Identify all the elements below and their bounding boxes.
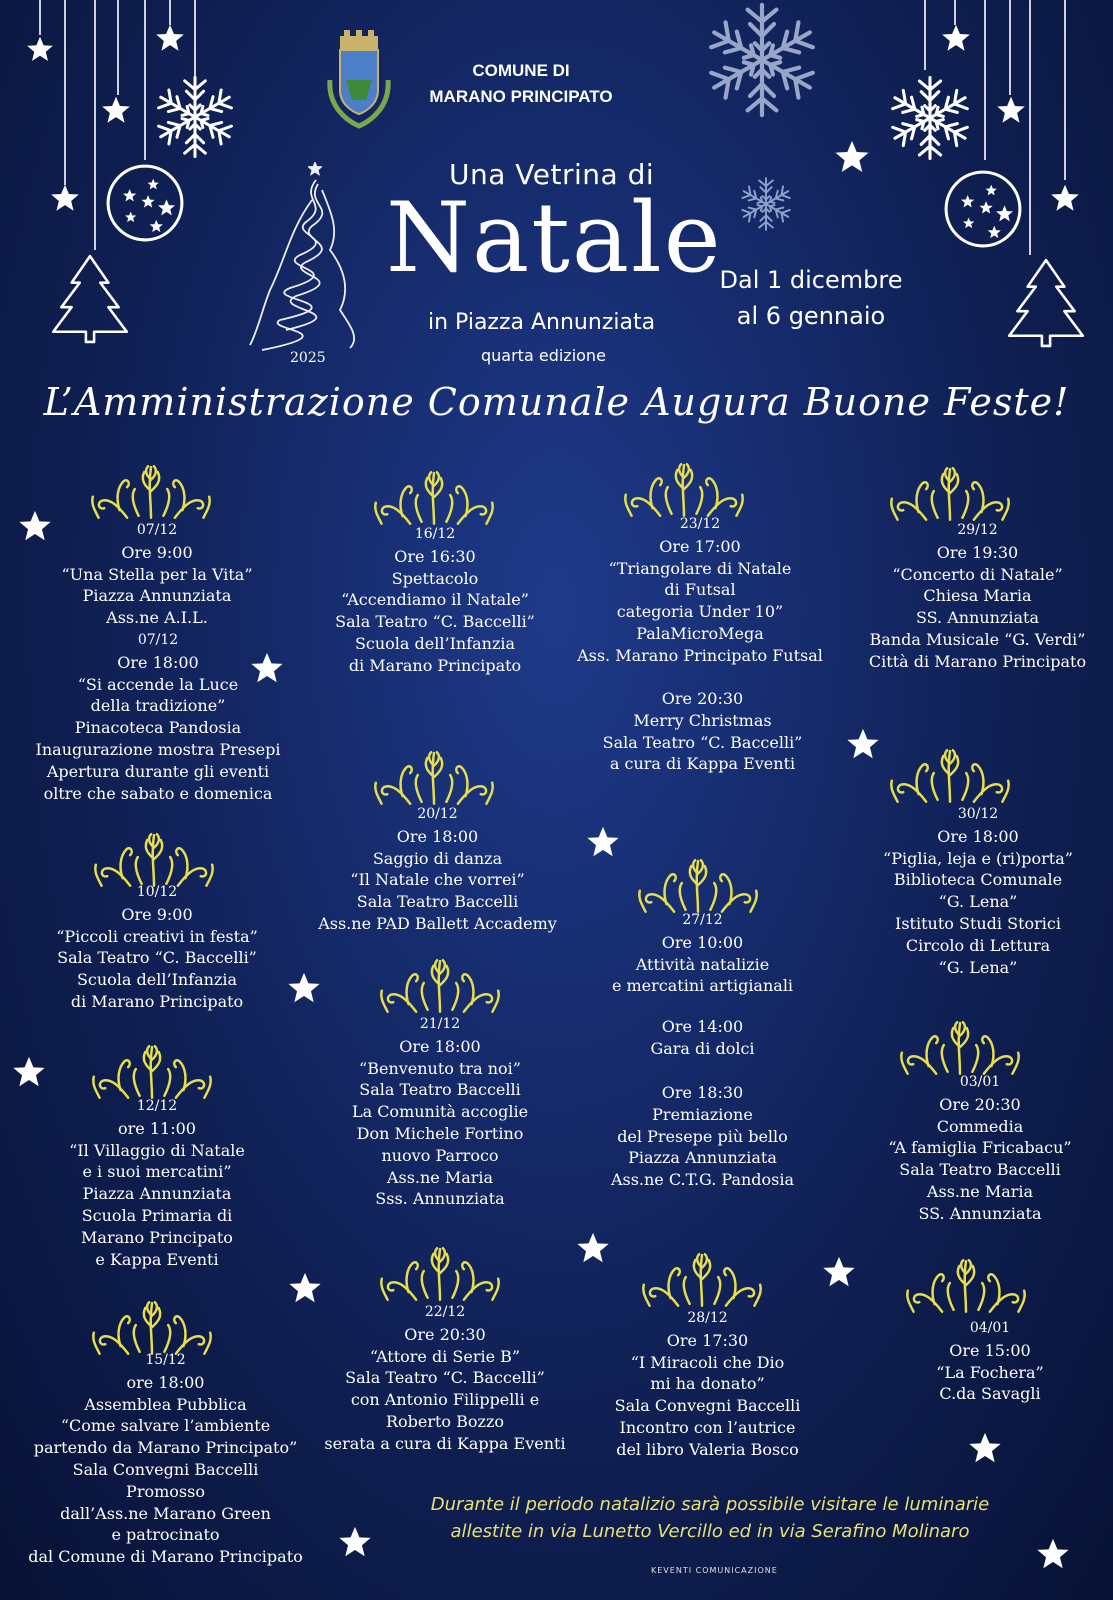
event-line: Marano Principato: [81, 1227, 233, 1247]
year-label: 2025: [290, 350, 326, 366]
footer-line-2: allestite in via Lunetto Vercillo ed in via Serafino Molinaro: [450, 1521, 970, 1542]
event-line: mi ha donato”: [650, 1374, 765, 1394]
event-line: Incontro con l’autrice: [619, 1417, 796, 1437]
event-line: Sala Teatro Baccelli: [356, 892, 519, 912]
event-line: Assemblea Pubblica: [84, 1394, 247, 1414]
event-line: partendo da Marano Principato”: [33, 1438, 298, 1458]
event-line: Roberto Bozzo: [385, 1411, 505, 1431]
footer-line-1: Durante il periodo natalizio sarà possibile visitare le luminarie: [430, 1494, 990, 1515]
date-range: [716, 262, 906, 334]
event-line: Inaugurazione mostra Presepi: [35, 739, 281, 759]
event-line: Ore 18:00: [396, 826, 479, 846]
event-line: Commedia: [936, 1116, 1024, 1136]
event-2312-evening: [570, 688, 835, 775]
event-date: 20/12: [417, 806, 458, 822]
event-1612: [310, 524, 560, 677]
event-line: Gara di dolci: [650, 1038, 755, 1058]
event-line: nuovo Parroco: [381, 1145, 499, 1165]
event-line: Don Michele Fortino: [356, 1123, 524, 1143]
date-range-end: al 6 gennaio: [736, 302, 886, 330]
event-line: di Marano Principato: [348, 655, 522, 675]
event-line: SS. Annunziata: [918, 1203, 1042, 1223]
event-date: 03/01: [959, 1074, 1001, 1090]
event-line: Circolo di Lettura: [905, 935, 1051, 955]
event-line: Ass. Marano Principato Futsal: [577, 645, 823, 665]
event-2912: [845, 520, 1110, 673]
event-line: Ore 18:30: [661, 1083, 744, 1102]
comune-line-1: COMUNE DI: [472, 61, 570, 80]
subtitle: in Piazza Annunziata: [428, 310, 656, 335]
event-line: Ass.ne C.T.G. Pandosia: [610, 1170, 795, 1190]
event-line: Ore 10:00: [661, 932, 744, 952]
event-line: Sala Teatro “C. Baccelli”: [335, 612, 535, 632]
event-2712-evening: [580, 1082, 825, 1191]
event-line: “Attore di Serie B”: [369, 1346, 521, 1366]
event-line: “G. Lena”: [938, 892, 1018, 912]
event-line: Ore 9:00: [121, 542, 193, 562]
event-date: 07/12: [137, 632, 179, 648]
event-2312: [565, 514, 835, 667]
event-line: “La Fochera”: [936, 1362, 1044, 1382]
event-2712: [580, 910, 825, 997]
event-line: Sala Convegni Baccelli: [72, 1459, 259, 1479]
event-line: Premiazione: [652, 1104, 753, 1124]
event-line: Ore 20:30: [661, 689, 744, 708]
event-line: “Il Villaggio di Natale: [69, 1140, 245, 1160]
event-0712-morning: [22, 520, 292, 629]
event-line: “Benvenuto tra noi”: [359, 1058, 521, 1078]
event-date: 28/12: [687, 1310, 728, 1326]
event-2012: [300, 804, 575, 935]
event-line: Banda Musicale “G. Verdi”: [869, 629, 1086, 649]
event-line: Attività natalizie: [635, 954, 770, 974]
event-line: e i suoi mercatini”: [82, 1162, 232, 1182]
event-line: Ore 18:00: [937, 826, 1019, 846]
event-date: 30/12: [957, 806, 999, 822]
event-line: Chiesa Maria: [923, 586, 1032, 606]
event-line: Ore 20:30: [939, 1094, 1021, 1114]
event-line: Ore 14:00: [661, 1017, 744, 1036]
event-line: “Si accende la Luce: [77, 674, 239, 694]
event-date: 10/12: [136, 884, 178, 900]
event-1212: [22, 1096, 292, 1270]
event-line: Sala Teatro “C. Baccelli”: [345, 1368, 545, 1388]
event-line: Merry Christmas: [633, 710, 772, 730]
event-line: La Comunità accoglie: [351, 1102, 529, 1122]
event-0301: [860, 1072, 1100, 1225]
tree-illustration: [250, 162, 354, 350]
event-2712-afternoon: [580, 1016, 825, 1060]
event-line: Ass.ne PAD Ballett Accademy: [318, 913, 557, 933]
event-date: 23/12: [679, 516, 721, 532]
event-line: oltre che sabato e domenica: [43, 783, 273, 803]
event-line: e Kappa Eventi: [95, 1249, 219, 1269]
event-line: “Triangolare di Natale: [608, 558, 792, 578]
event-line: Ore 17:00: [659, 536, 741, 556]
event-line: Istituto Studi Storici: [895, 913, 1061, 933]
event-line: Biblioteca Comunale: [893, 870, 1063, 890]
event-date: 12/12: [136, 1098, 178, 1114]
event-line: Ass.ne A.I.L.: [106, 608, 208, 628]
event-2212: [315, 1302, 575, 1455]
event-line: dal Comune di Marano Principato: [28, 1547, 303, 1567]
event-line: “Una Stella per la Vita”: [61, 564, 253, 584]
event-date: 15/12: [145, 1352, 186, 1368]
event-line: C.da Savagli: [939, 1384, 1041, 1404]
event-line: Ass.ne Maria: [386, 1167, 494, 1187]
event-line: Pinacoteca Pandosia: [74, 718, 242, 738]
event-line: Ore 15:00: [949, 1340, 1031, 1360]
event-line: Spettacolo: [391, 568, 479, 588]
event-line: della tradizione”: [90, 696, 226, 716]
event-date: 29/12: [957, 522, 998, 538]
event-1012: [22, 882, 292, 1013]
event-line: Ore 19:30: [936, 542, 1019, 562]
event-1512: [8, 1350, 323, 1568]
event-date: 07/12: [136, 522, 178, 538]
event-2812: [575, 1308, 840, 1461]
credit: KEVENTI COMUNICAZIONE: [651, 1566, 778, 1575]
event-line: Piazza Annunziata: [82, 1184, 232, 1204]
event-line: Ore 20:30: [404, 1324, 486, 1344]
event-line: Sala Teatro Baccelli: [899, 1160, 1061, 1180]
date-range-start: Dal 1 dicembre: [719, 266, 903, 294]
event-line: “Il Natale che vorrei”: [350, 870, 525, 890]
event-line: Piazza Annunziata: [82, 586, 232, 606]
event-line: a cura di Kappa Eventi: [609, 754, 796, 774]
event-0401: [880, 1318, 1100, 1405]
event-line: di Marano Principato: [70, 991, 244, 1011]
event-line: con Antonio Filippelli e: [350, 1390, 540, 1410]
event-line: SS. Annunziata: [915, 608, 1040, 628]
event-line: ore 18:00: [126, 1372, 205, 1392]
comune-name: [416, 58, 626, 110]
event-line: Ore 9:00: [121, 904, 193, 924]
event-line: “Piglia, leja e (ri)porta”: [883, 848, 1073, 868]
event-line: e patrocinato: [111, 1525, 220, 1545]
event-2112: [315, 1014, 565, 1210]
event-line: Sss. Annunziata: [375, 1189, 505, 1209]
event-line: “Come salvare l’ambiente: [60, 1416, 271, 1436]
event-line: PalaMicroMega: [636, 623, 764, 643]
event-date: 21/12: [419, 1016, 461, 1032]
event-line: Sala Teatro “C. Baccelli”: [57, 948, 257, 968]
footer-note: [380, 1491, 1040, 1545]
event-date: 22/12: [424, 1304, 466, 1320]
event-line: Ass.ne Maria: [926, 1181, 1034, 1201]
event-line: serata a cura di Kappa Eventi: [324, 1433, 566, 1453]
event-line: ore 11:00: [118, 1118, 196, 1138]
event-line: “G. Lena”: [938, 957, 1018, 977]
event-line: Scuola Primaria di: [81, 1205, 233, 1225]
title-top: Una Vetrina di: [449, 158, 655, 191]
event-line: “I Miracoli che Dio: [630, 1352, 785, 1372]
event-line: Apertura durante gli eventi: [46, 761, 270, 781]
event-line: Scuola dell’Infanzia: [354, 633, 516, 653]
event-date: 27/12: [682, 912, 723, 928]
comune-line-2: MARANO PRINCIPATO: [429, 87, 613, 106]
event-date: 16/12: [414, 526, 456, 542]
event-line: “Accendiamo il Natale”: [341, 590, 529, 610]
event-line: “Concerto di Natale”: [892, 564, 1063, 584]
event-line: Sala Teatro “C. Baccelli”: [602, 732, 803, 752]
event-line: del Presepe più bello: [617, 1126, 788, 1146]
event-3012: [858, 804, 1098, 978]
event-line: Saggio di danza: [372, 848, 503, 868]
event-date: 04/01: [969, 1320, 1011, 1336]
event-line: Ore 16:30: [394, 546, 476, 566]
event-line: Ore 17:30: [666, 1330, 749, 1350]
event-line: “Piccoli creativi in festa”: [56, 926, 258, 946]
event-line: Sala Convegni Baccelli: [614, 1396, 801, 1416]
greeting: L’Amministrazione Comunale Augura Buone Feste!: [43, 380, 1070, 424]
title-main: Natale: [386, 182, 723, 294]
event-line: Piazza Annunziata: [628, 1148, 777, 1168]
event-line: di Futsal: [664, 580, 736, 600]
event-line: Scuola dell’Infanzia: [76, 970, 238, 990]
event-line: categoria Under 10”: [616, 602, 784, 622]
event-0712-evening: [8, 630, 308, 804]
event-line: Sala Teatro Baccelli: [359, 1080, 521, 1100]
edition: quarta edizione: [481, 346, 606, 365]
coat-of-arms: [330, 30, 388, 126]
event-line: “A famiglia Fricabacu”: [888, 1138, 1072, 1158]
event-line: dall’Ass.ne Marano Green: [60, 1503, 271, 1523]
event-line: Città di Marano Principato: [868, 651, 1087, 671]
event-line: e mercatini artigianali: [611, 976, 794, 996]
event-line: Ore 18:00: [399, 1036, 481, 1056]
event-line: del libro Valeria Bosco: [616, 1439, 799, 1459]
event-line: Promosso: [126, 1481, 205, 1501]
event-line: Ore 18:00: [117, 652, 199, 672]
